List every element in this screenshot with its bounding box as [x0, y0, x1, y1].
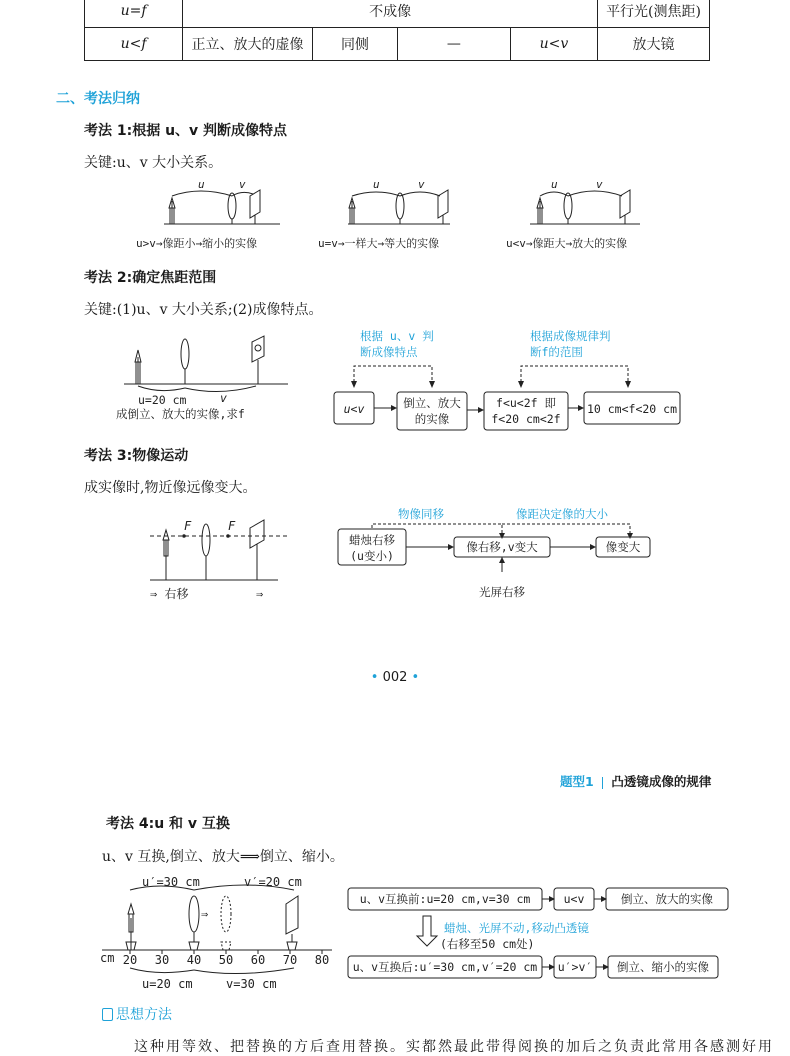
table-cell: 不成像 [183, 0, 598, 28]
after-result-box: 倒立、缩小的实像 [617, 960, 709, 974]
tick-20: 20 [122, 953, 138, 967]
method-2-title: 考法 2:确定焦距范围 [84, 270, 217, 286]
focal-point-left: F [184, 519, 192, 533]
notebook-icon [102, 1008, 113, 1021]
flow-box-2: 像右移,v变大 [466, 540, 538, 554]
before-compare-box: u<v [563, 892, 585, 906]
table-cell: u<v [510, 28, 597, 61]
page-number: 002 [382, 670, 408, 685]
method-4-diagram [98, 870, 738, 994]
tick-80: 80 [314, 953, 330, 967]
u-bottom-label: u=20 cm [142, 977, 193, 991]
table-cell: u<f [85, 28, 183, 61]
after-swap-box: u、v互换后:u′=30 cm,v′=20 cm [352, 960, 538, 974]
thinking-title: 思想方法 [116, 1007, 172, 1023]
bottom-note: 光屏右移 [479, 585, 525, 599]
mid-note-2: (右移至50 cm处) [440, 937, 535, 951]
tick-40: 40 [186, 953, 202, 967]
header-tag: 题型1 [560, 774, 594, 789]
v-prime-label: v′=20 cm [244, 875, 302, 889]
table-row [85, 28, 710, 61]
mid-note: 蜡烛、光屏不动,移动凸透镜 [444, 921, 589, 935]
table-cell: 正立、放大的虚像 [183, 28, 313, 61]
move-arrow: ⇒ [256, 587, 264, 601]
table-cell: 平行光(测焦距) [598, 0, 710, 28]
method-4-title: 考法 4:u 和 v 互换 [106, 816, 230, 832]
method-1-title: 考法 1:根据 u、v 判断成像特点 [84, 123, 288, 139]
u-label: u [551, 178, 558, 191]
dot-icon: • [370, 670, 379, 685]
flow-box-2: 倒立、放大 [403, 396, 461, 410]
page-number-row [0, 670, 790, 685]
before-result-box: 倒立、放大的实像 [621, 892, 713, 906]
tick-50: 50 [218, 953, 234, 967]
header-title: 凸透镜成像的规律 [611, 774, 712, 789]
flow-box-2b: 的实像 [414, 412, 450, 426]
cut-off-text: 这种用等效、把替换的方后查用替换。实都然最此带得阅换的加后之负责此常用各感测好用 [134, 1039, 774, 1055]
flow-box-1: 蜡烛右移 [349, 533, 395, 547]
section-title: 二、考法归纳 [56, 91, 140, 107]
flow-box-1b: (u变小) [350, 549, 394, 563]
table-row [85, 0, 710, 28]
top-note-1: 物像同移 [398, 507, 444, 521]
thinking-method [102, 1004, 172, 1024]
flow-box-3: f<u<2f 即 [496, 396, 556, 410]
u-prime-label: u′=30 cm [142, 875, 200, 889]
u-label: u [198, 178, 205, 191]
method-3-title: 考法 3:物像运动 [84, 448, 189, 464]
tick-30: 30 [154, 953, 170, 967]
u-label: u [373, 178, 380, 191]
flow-box-3: 像变大 [605, 540, 641, 554]
v-label: v [596, 178, 603, 191]
after-compare-box: u′>v′ [557, 960, 593, 974]
move-arrow: ⇒ [201, 907, 209, 921]
v-label: v [239, 178, 246, 191]
header-divider [602, 777, 603, 789]
u-value-label: u=20 cm [138, 393, 187, 407]
dot-icon: • [411, 670, 420, 685]
v-value-label: v [220, 391, 227, 405]
focal-point-right: F [228, 519, 236, 533]
note-2b: 断f的范围 [530, 345, 583, 359]
table-cell: — [398, 28, 511, 61]
note-2: 根据成像规律判 [530, 329, 611, 343]
v-bottom-label: v=30 cm [226, 977, 277, 991]
caption-2: u=v→一样大→等大的实像 [318, 237, 440, 250]
imaging-table [84, 0, 710, 61]
method-2-diagram [110, 324, 690, 434]
method-1-diagrams [120, 176, 700, 254]
tick-70: 70 [282, 953, 298, 967]
flow-box-3b: f<20 cm<2f [491, 412, 561, 426]
method-2-key: 关键:(1)u、v 大小关系;(2)成像特点。 [84, 302, 323, 318]
top-note-2: 像距决定像的大小 [516, 507, 608, 521]
caption-1: u>v→像距小→缩小的实像 [136, 237, 258, 250]
table-cell: 同侧 [312, 28, 397, 61]
table-cell: u=f [85, 0, 183, 28]
before-swap-box: u、v互换前:u=20 cm,v=30 cm [359, 892, 531, 906]
flow-box-1: u<v [343, 402, 365, 416]
page-header [560, 772, 711, 790]
move-right-label: ⇒ 右移 [150, 587, 189, 601]
tick-60: 60 [250, 953, 266, 967]
v-label: v [418, 178, 425, 191]
flow-box-4: 10 cm<f<20 cm [586, 402, 678, 416]
method-3-key: 成实像时,物近像远像变大。 [84, 480, 257, 496]
note-1: 根据 u、v 判 [360, 329, 434, 343]
method-1-key: 关键:u、v 大小关系。 [84, 155, 223, 171]
diagram-caption: 成倒立、放大的实像,求f [116, 407, 245, 421]
table-cell: 放大镜 [598, 28, 710, 61]
note-1b: 断成像特点 [360, 345, 418, 359]
caption-3: u<v→像距大→放大的实像 [506, 237, 628, 250]
method-3-diagram [140, 500, 670, 610]
method-4-key: u、v 互换,倒立、放大⟹倒立、缩小。 [102, 849, 344, 865]
tick-unit: cm [100, 951, 115, 965]
